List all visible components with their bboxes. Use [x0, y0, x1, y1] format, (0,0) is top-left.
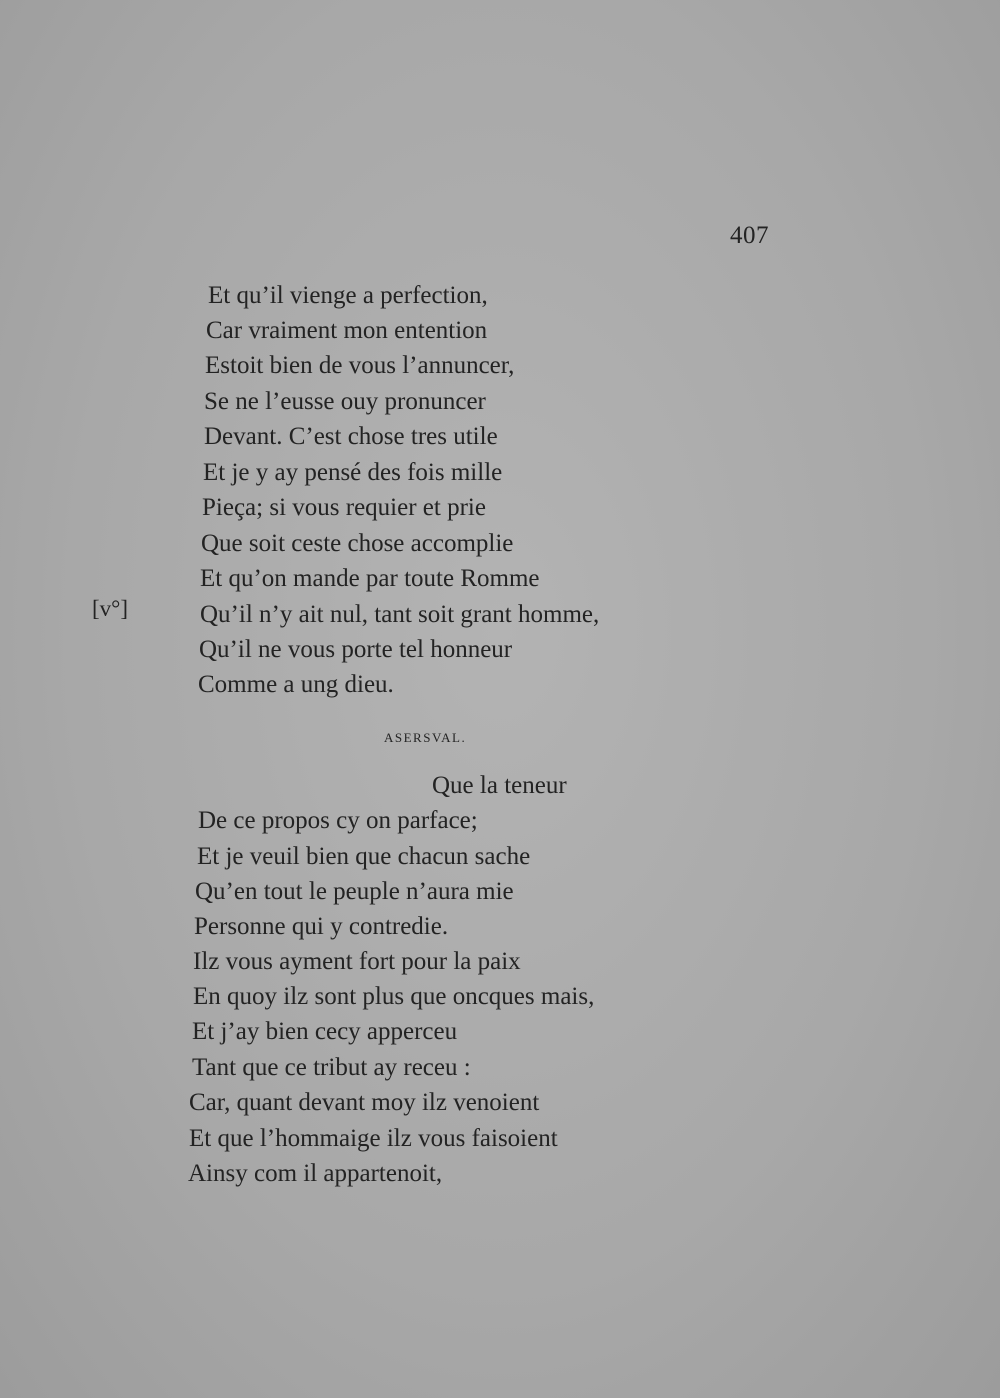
verse-line: Et je veuil bien que chacun sache — [197, 843, 531, 870]
verse-line: Et j’ay bien cecy apperceu — [192, 1018, 458, 1045]
verse-line: Devant. C’est chose tres utile — [204, 423, 498, 450]
verse-line: Et que l’hommaige ilz vous faisoient — [189, 1125, 558, 1152]
verse-line: Ainsy com il appartenoit, — [188, 1160, 443, 1187]
speaker-name: ASERSVAL. — [384, 730, 467, 745]
verse-line: Tant que ce tribut ay receu : — [192, 1054, 471, 1081]
verse-line: Comme a ung dieu. — [198, 671, 394, 698]
verse-line: Estoit bien de vous l’annuncer, — [205, 352, 515, 379]
verse-line: Pieça; si vous requier et prie — [202, 494, 486, 521]
verse-line: Et qu’on mande par toute Romme — [200, 565, 540, 592]
verse-line: Qu’il ne vous porte tel honneur — [199, 636, 513, 663]
verse-line: En quoy ilz sont plus que oncques mais, — [193, 983, 595, 1010]
page-number: 407 — [730, 222, 769, 249]
verse-line: Personne qui y contredie. — [194, 913, 449, 940]
verse-line: Qu’en tout le peuple n’aura mie — [195, 878, 514, 905]
verse-line: Et je y ay pensé des fois mille — [203, 459, 503, 486]
verse-line: De ce propos cy on parface; — [198, 807, 478, 834]
margin-note-verso: [v°] — [92, 596, 129, 621]
verse-line: Et qu’il vienge a perfection, — [208, 282, 488, 309]
verse-line: Se ne l’eusse ouy pronuncer — [204, 388, 486, 415]
verse-line: Qu’il n’y ait nul, tant soit grant homme, — [200, 601, 600, 628]
verse-line: Car vraiment mon entention — [206, 317, 488, 344]
verse-line: Ilz vous ayment fort pour la paix — [193, 948, 521, 975]
verse-line: Que la teneur — [432, 772, 567, 799]
verse-line: Que soit ceste chose accomplie — [201, 530, 514, 557]
verse-line: Car, quant devant moy ilz venoient — [189, 1089, 540, 1116]
